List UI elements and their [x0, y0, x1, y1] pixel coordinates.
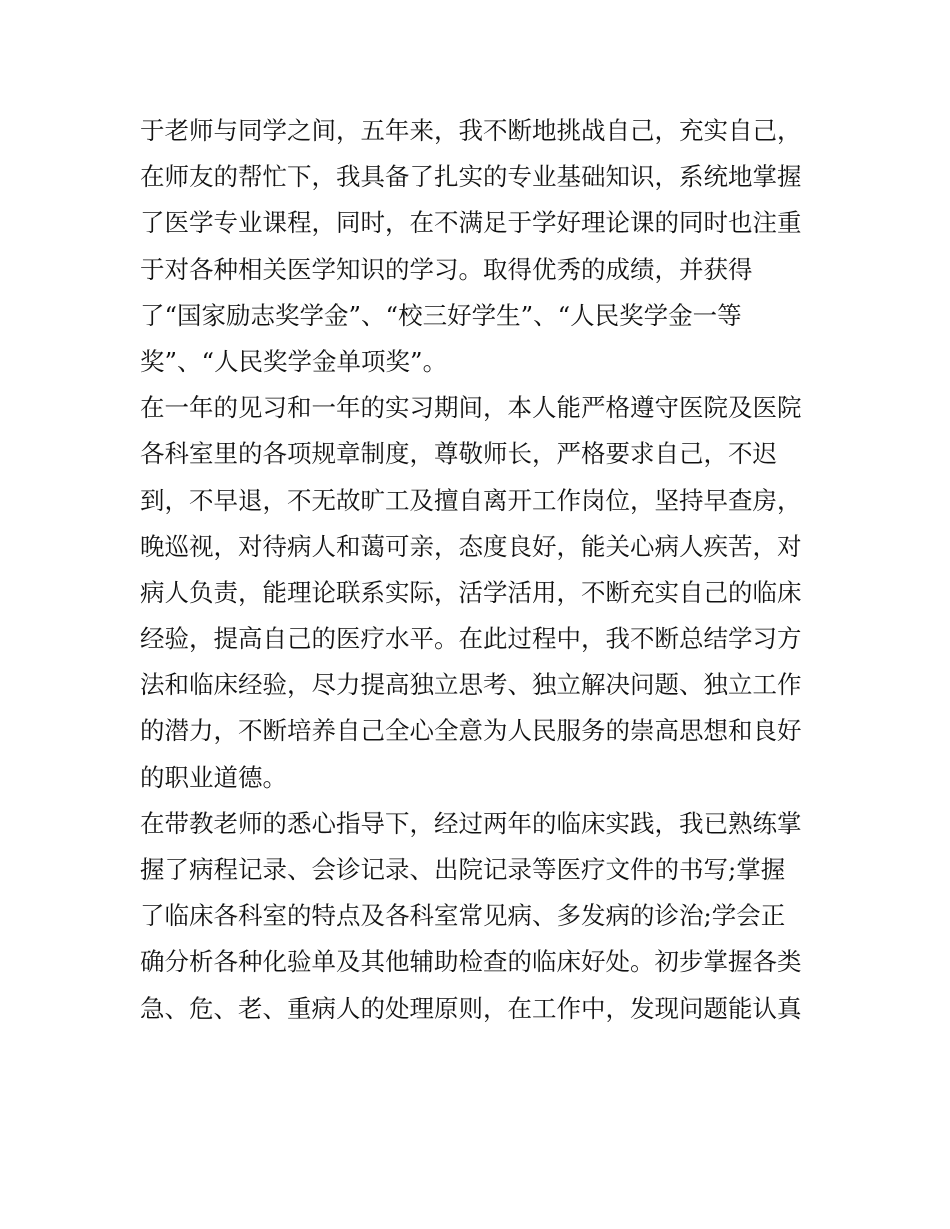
text-line: 在师友的帮忙下，我具备了扎实的专业基础知识，系统地掌握	[140, 162, 802, 192]
text-line: 病人负责，能理论联系实际，活学活用，不断充实自己的临床	[140, 577, 802, 607]
text-line: 于老师与同学之间，五年来，我不断地挑战自己，充实自己，	[140, 116, 802, 145]
text-line: 确分析各种化验单及其他辅助检查的临床好处。初步掌握各类	[140, 947, 802, 977]
text-line: 在带教老师的悉心指导下，经过两年的临床实践，我已熟练掌	[140, 808, 802, 838]
text-line: 奖”、“人民奖学金单项奖”。	[140, 346, 448, 376]
text-line: 了医学专业课程，同时，在不满足于学好理论课的同时也注重	[140, 208, 802, 238]
text-line: 在一年的见习和一年的实习期间，本人能严格遵守医院及医院	[140, 393, 802, 423]
text-line: 到，不早退，不无故旷工及擅自离开工作岗位，坚持早查房，	[140, 485, 802, 515]
text-line: 了临床各科室的特点及各科室常见病、多发病的诊治;学会正	[140, 901, 786, 931]
text-line: 法和临床经验，尽力提高独立思考、独立解决问题、独立工作	[140, 670, 802, 700]
text-line: 了“国家励志奖学金”、“校三好学生”、“人民奖学金一等	[140, 300, 742, 330]
text-line: 各科室里的各项规章制度，尊敬师长，严格要求自己，不迟	[140, 439, 777, 469]
document-body	[140, 108, 820, 1032]
text-line: 晚巡视，对待病人和蔼可亲，态度良好，能关心病人疾苦，对	[140, 531, 802, 561]
text-line: 的职业道德。	[140, 762, 287, 792]
text-line: 急、危、老、重病人的处理原则，在工作中，发现问题能认真	[140, 993, 802, 1023]
text-line: 经验，提高自己的医疗水平。在此过程中，我不断总结学习方	[140, 624, 802, 654]
text-line: 于对各种相关医学知识的学习。取得优秀的成绩，并获得	[140, 254, 753, 284]
text-line: 的潜力，不断培养自己全心全意为人民服务的崇高思想和良好	[140, 716, 802, 746]
text-line: 握了病程记录、会诊记录、出院记录等医疗文件的书写;掌握	[140, 855, 786, 884]
